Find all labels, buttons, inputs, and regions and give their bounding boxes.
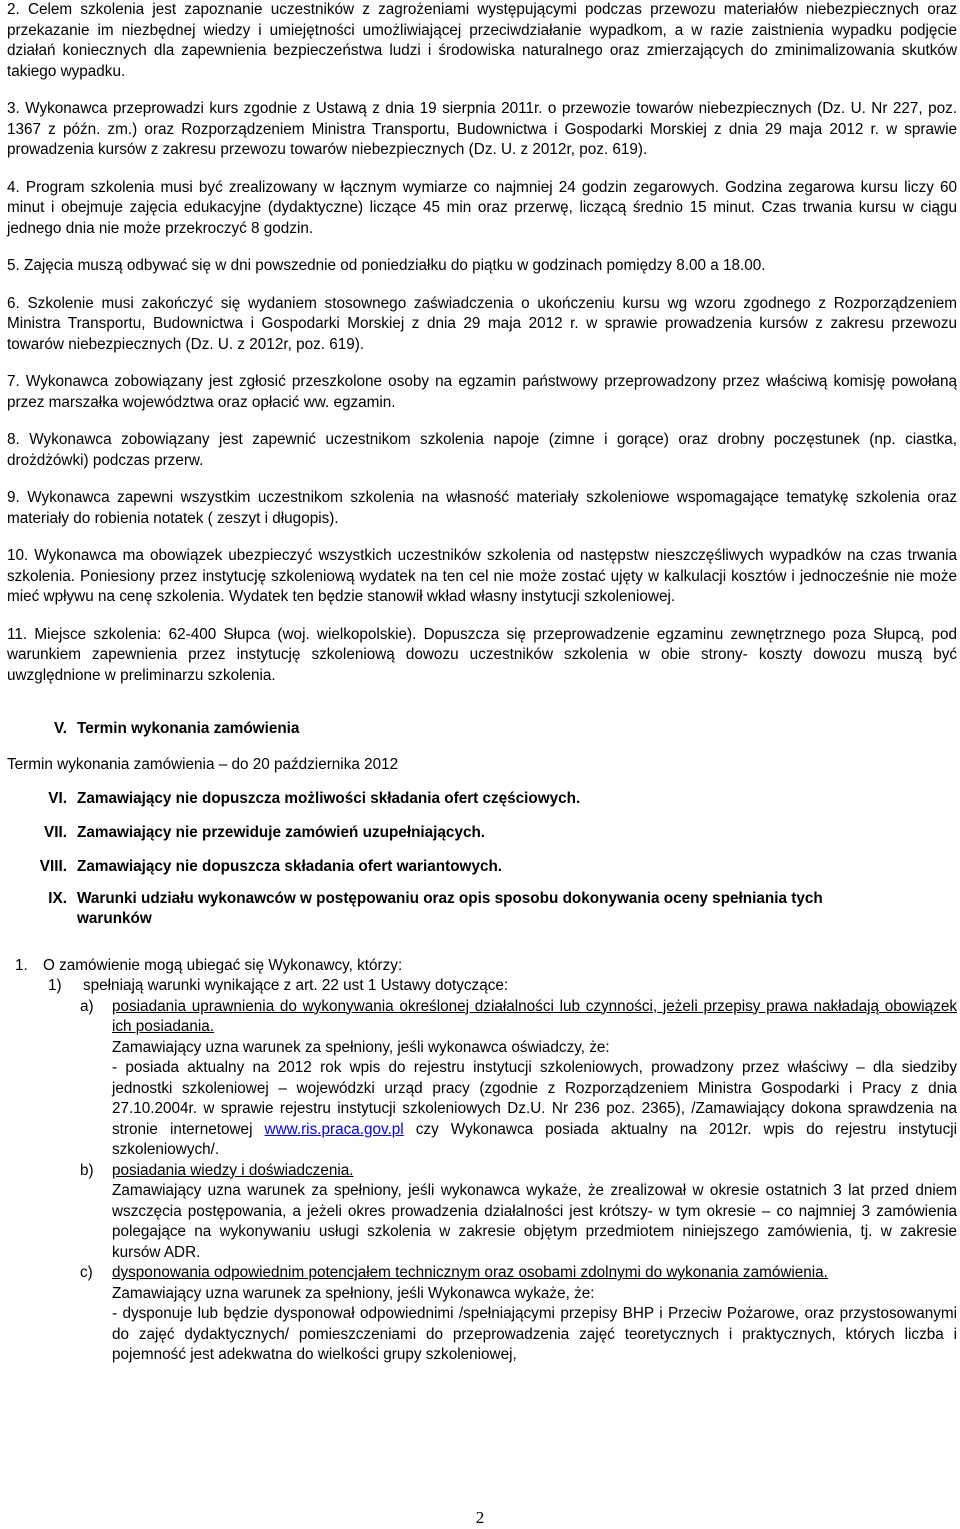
ris-link[interactable]: www.ris.praca.gov.pl <box>264 1120 404 1138</box>
condition-a <box>15 997 957 1161</box>
condition-a-heading: posiadania uprawnienia do wykonywania określonej działalności lub czynności, jeżeli przepisy prawa nakładają obowiązek ich posiadania. <box>112 997 957 1035</box>
condition-1 <box>15 956 957 977</box>
condition-b-heading: posiadania wiedzy i doświadczenia. <box>112 1161 354 1179</box>
condition-c <box>15 1263 957 1366</box>
condition-a-intro: Zamawiający uzna warunek za spełniony, jeśli wykonawca oświadczy, że: <box>112 1038 610 1056</box>
item-4: 4. Program szkolenia musi być zrealizowany w łącznym wymiarze co najmniej 24 godzin zegarowych. Godzina zegarowa kursu liczy 60 minut i obejmuje zajęcia edukacyjne (dydaktyczne) liczące 45 min oraz przerwę, liczącą średnio 15 minut. Czas trwania kursu w ciągu jednego dnia nie może przekroczyć 8 godzin. <box>7 178 957 237</box>
condition-1-1 <box>15 976 957 997</box>
item-8: 8. Wykonawca zobowiązany jest zapewnić uczestnikom szkolenia napoje (zimne i gorące) oraz drobny poczęstunek (np. ciastka, drożdżówki) podczas przerw. <box>7 431 957 469</box>
section-v-heading <box>7 719 957 739</box>
list-letter: c) <box>80 1264 93 1281</box>
condition-1-1-text: spełniają warunki wynikające z art. 22 ust 1 Ustawy dotyczące: <box>83 977 509 994</box>
section-number: VIII. <box>39 857 67 875</box>
condition-c-intro: Zamawiający uzna warunek za spełniony, jeśli Wykonawca wykaże, że: <box>112 1284 595 1302</box>
item-11: 11. Miejsce szkolenia: 62-400 Słupca (woj. wielkopolskie). Dopuszcza się przeprowadzenie egzaminu zewnętrznego poza Słupcą, pod warunkiem zapewnienia przez instytucję szkoleniową dowozu uczestników szkolenia w obie strony- koszty dowozu muszą być uwzględnione w preliminarzu szkolenia. <box>7 625 957 684</box>
condition-c-body: - dysponuje lub będzie dysponował odpowiednimi /spełniającymi przepisy BHP i Przeciw Pożarowe, oraz przystosowanymi do zajęć dydaktycznych/ pomieszczeniami do przeprowadzenia zajęć teoretycznych i praktycznych, których liczba i pojemność jest adekwatna do wielkości grupy szkoleniowej, <box>112 1305 957 1363</box>
document-page <box>7 0 957 1366</box>
condition-c-heading: dysponowania odpowiednim potencjałem technicznym oraz osobami zdolnymi do wykonania zamówienia. <box>112 1264 828 1281</box>
condition-a-body <box>112 1058 957 1161</box>
condition-a-body-text-end: czy Wykonawca posiada aktualny na 2012r. wpis do rejestru instytucji szkoleniowych/. <box>112 1120 958 1158</box>
section-title: Zamawiający nie dopuszcza składania ofert wariantowych. <box>77 857 503 875</box>
condition-b-body: Zamawiający uzna warunek za spełniony, jeśli wykonawca wykaże, że zrealizował w okresie ostatnich 3 lat przed dniem wszczęcia postępowania, a jeżeli okres prowadzenia działalności jest krótszy- w tym okresie – co najmniej 3 zamówienia polegające na wykonywaniu usługi szkolenia w zakresie objętym przedmiotem niniejszego zamówienia, tj. w zakresie kursów ADR. <box>112 1182 957 1261</box>
item-6: 6. Szkolenie musi zakończyć się wydaniem stosownego zaświadczenia o ukończeniu kursu wg wzoru zgodnego z Rozporządzeniem Ministra Transportu, Budownictwa i Gospodarki Morskiej z dnia 29 maja 2012 r. w sprawie prowadzenia kursów z zakresu przewozu towarów niebezpiecznych (Dz. U. z 2012r, poz. 619). <box>7 294 957 353</box>
condition-a-body-text: - posiada aktualny na 2012 rok wpis do rejestru instytucji szkoleniowych, prowadzony przez właściwy – dla siedziby jednostki szkoleniowej – wojewódzki urząd pracy (zgodnie z Rozporządzeniem Ministra Gospodarki i Pracy z dnia 27.10.2004r. w sprawie rejestru instytucji szkoleniowych Dz.U. Nr 236 poz. 2365), /Zamawiający dokona sprawdzenia na stronie internetowej <box>112 1059 957 1138</box>
item-5: 5. Zajęcia muszą odbywać się w dni powszednie od poniedziałku do piątku w godzinach pomiędzy 8.00 a 18.00. <box>7 257 766 274</box>
section-title: Termin wykonania zamówienia <box>77 720 300 737</box>
section-title: Warunki udziału wykonawców w postępowaniu oraz opis sposobu dokonywania oceny spełniania tych warunków <box>77 889 823 927</box>
section-vi-heading <box>7 789 957 809</box>
item-2: 2. Celem szkolenia jest zapoznanie uczestników z zagrożeniami występującymi podczas przewozu materiałów niebezpiecznych oraz przekazanie im niezbędnej wiedzy i umiejętności umożliwiającej przeciwdziałanie wypadkom, a w razie zaistnienia wypadku podjęcie działań koniecznych dla zapewnienia bezpieczeństwa ludzi i środowiska naturalnego oraz zmierzających do zminimalizowania skutków takiego wypadku. <box>7 1 957 80</box>
condition-1-text: O zamówienie mogą ubiegać się Wykonawcy, którzy: <box>43 956 403 974</box>
section-number: IX. <box>48 889 67 907</box>
section-number: V. <box>53 720 67 737</box>
section-title: Zamawiający nie przewiduje zamówień uzupełniających. <box>77 823 486 841</box>
item-10: 10. Wykonawca ma obowiązek ubezpieczyć wszystkich uczestników szkolenia od następstw nieszczęśliwych wypadków na czas trwania szkolenia. Poniesiony przez instytucję szkoleniową wydatek na ten cel nie może zostać ujęty w kalkulacji kosztów i jednocześnie nie może mieć wpływu na cenę szkolenia. Wydatek ten będzie stanowił wkład własny instytucji szkoleniowej. <box>7 547 957 605</box>
section-ix-heading <box>7 889 957 930</box>
item-7: 7. Wykonawca zobowiązany jest zgłosić przeszkolone osoby na egzamin państwowy przeprowadzony przez właściwą komisję powołaną przez marszałka województwa oraz opłacić ww. egzamin. <box>7 373 957 411</box>
section-title: Zamawiający nie dopuszcza możliwości składania ofert częściowych. <box>77 789 581 807</box>
section-viii-heading <box>7 857 957 877</box>
page-number: 2 <box>475 1508 485 1527</box>
section-v-text: Termin wykonania zamówienia – do 20 października 2012 <box>7 756 399 773</box>
section-number: VII. <box>44 823 67 841</box>
list-letter: b) <box>80 1161 94 1179</box>
item-9: 9. Wykonawca zapewni wszystkim uczestnikom szkolenia na własność materiały szkoleniowe wspomagające tematykę szkolenia oraz materiały do robienia notatek ( zeszyt i długopis). <box>7 489 957 527</box>
list-number: 1) <box>48 977 62 994</box>
conditions-list <box>15 956 957 1366</box>
section-number: VI. <box>48 789 67 807</box>
item-3: 3. Wykonawca przeprowadzi kurs zgodnie z Ustawą z dnia 19 sierpnia 2011r. o przewozie towarów niebezpiecznych (Dz. U. Nr 227, poz. 1367 z późn. zm.) oraz Rozporządzeniem Ministra Transportu, Budownictwa i Gospodarki Morskiej z dnia 29 maja 2012 r. w sprawie prowadzenia kursów z zakresu przewozu towarów niebezpiecznych (Dz. U. z 2012r, poz. 619). <box>7 100 957 158</box>
condition-b <box>15 1161 957 1264</box>
list-letter: a) <box>80 997 94 1015</box>
section-vii-heading <box>7 823 957 843</box>
list-number: 1. <box>15 956 28 974</box>
